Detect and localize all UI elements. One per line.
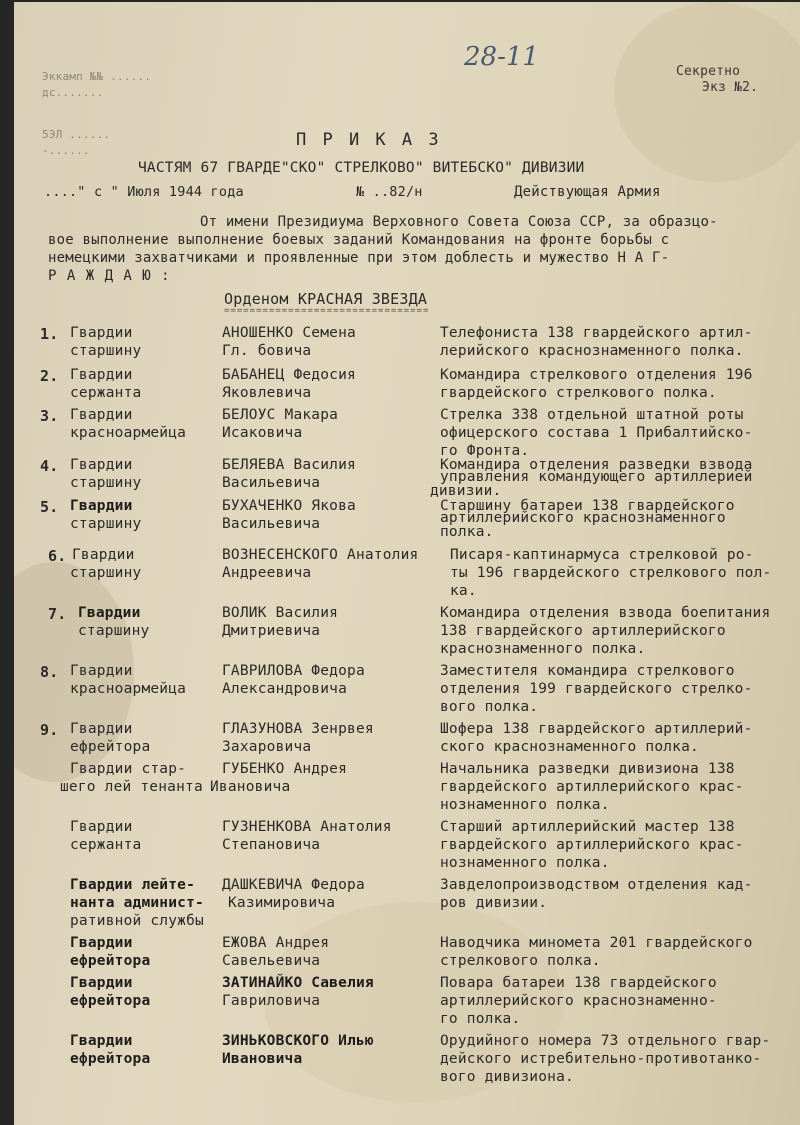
entry-rank: Гвардии <box>70 325 133 341</box>
entry-rank: ефрейтора <box>70 993 151 1009</box>
entry-position: Наводчика миномета 201 гвардейского <box>440 935 753 951</box>
entry-rank: Гвардии <box>70 1033 133 1049</box>
entry-rank: ефрейтора <box>70 953 151 969</box>
entry-position: Командира стрелкового отделения 196 <box>440 367 753 383</box>
entry-name: ЕЖОВА Андрея <box>222 935 330 951</box>
entry-rank: Гвардии <box>70 407 133 423</box>
entry-name: Андреевича <box>222 565 312 581</box>
entry-position: Писаря-каптинармуса стрелковой ро- <box>450 547 754 563</box>
entry-position: гвардейского артиллерийского крас- <box>440 779 744 795</box>
entry-number: 6. <box>48 547 67 565</box>
entry-rank: Гвардии <box>70 367 133 383</box>
order-number: № ..82/н <box>356 184 423 200</box>
entry-name: Ивановича <box>210 779 291 795</box>
entry-position: ского краснознаменного полка. <box>440 739 699 755</box>
entry-rank: Гвардии <box>78 605 141 621</box>
entry-number: 5. <box>40 498 59 516</box>
order-units: ЧАСТЯМ 67 ГВАРДЕ"СКО" СТРЕЛКОВО" ВИТЕБСКО" ДИВИЗИИ <box>138 160 585 176</box>
entry-name: Васильевича <box>222 475 321 491</box>
entry-rank: ефрейтора <box>70 1051 151 1067</box>
secret-stamp: Секретно <box>676 64 741 79</box>
entry-number: 2. <box>40 367 59 385</box>
entry-position: нознаменного полка. <box>440 797 610 813</box>
entry-name: ВОЛИК Василия <box>222 605 339 621</box>
entry-name: Дмитриевича <box>222 623 321 639</box>
entry-rank: сержанта <box>70 837 142 853</box>
entry-number: 7. <box>48 605 67 623</box>
entry-position: Шофера 138 гвардейского артиллерий- <box>440 721 753 737</box>
entry-position: 138 гвардейского артиллерийского <box>440 623 726 639</box>
intro-line: От имени Президиума Верховного Совета Союза ССР, за образцо- <box>200 214 718 230</box>
entry-position: Завделопроизводством отделения кад- <box>440 877 753 893</box>
entry-position: дейского истребительно-противотанко- <box>440 1051 762 1067</box>
entry-name: БАБАНЕЦ Федосия <box>222 367 356 383</box>
entry-position: Старший артиллерийский мастер 138 <box>440 819 735 835</box>
faint-header-line: 5ЭЛ ...... <box>42 128 111 141</box>
entry-name: Степановича <box>222 837 321 853</box>
entry-name: Гавриловича <box>222 993 321 1009</box>
entry-name: Исаковича <box>222 425 303 441</box>
intro-line: вое выполнение выполнение боевых заданий Командования на фронте борьбы с <box>48 232 670 248</box>
entry-rank: Гвардии лейте- <box>70 877 196 893</box>
entry-rank: старшину <box>70 516 142 532</box>
entry-position: гвардейского стрелкового полка. <box>440 385 717 401</box>
entry-rank: Гвардии <box>70 721 133 737</box>
entry-position: Старшину батареи 138 гвардейского <box>440 498 735 514</box>
entry-position: дивизии. <box>430 483 502 499</box>
entry-name: ГУБЕНКО Андрея <box>222 761 348 777</box>
entry-name: БЕЛЯЕВА Василия <box>222 457 356 473</box>
entry-position: ты 196 гвардейского стрелкового пол- <box>450 565 772 581</box>
entry-rank: сержанта <box>70 385 142 401</box>
entry-name: Савельевича <box>222 953 321 969</box>
entry-rank: ративной службы <box>70 913 204 929</box>
entry-name: БУХАЧЕНКО Якова <box>222 498 356 514</box>
entry-rank: ефрейтора <box>70 739 151 755</box>
entry-name: Яковлевича <box>222 385 312 401</box>
entry-number: 9. <box>40 721 59 739</box>
entry-name: ЗАТИНАЙКО Савелия <box>222 975 374 991</box>
faint-header-line: дс....... <box>42 86 104 99</box>
entry-position: лерийского краснознаменного полка. <box>440 343 744 359</box>
entry-position: артиллерийского краснознаменного <box>440 510 726 526</box>
entry-number: 8. <box>40 663 59 681</box>
award-name: Орденом КРАСНАЯ ЗВЕЗДА <box>224 290 428 308</box>
entry-number: 4. <box>40 457 59 475</box>
faint-header-line: -...... <box>42 144 90 157</box>
entry-name: ДАШКЕВИЧА Федора <box>222 877 365 893</box>
entry-position: Начальника разведки дивизиона 138 <box>440 761 735 777</box>
entry-position: краснознаменного полка. <box>440 641 646 657</box>
entry-position: вого полка. <box>440 699 539 715</box>
entry-name: ГАВРИЛОВА Федора <box>222 663 365 679</box>
entry-position: Повара батареи 138 гвардейского <box>440 975 717 991</box>
entry-rank: старшину <box>78 623 150 639</box>
entry-number: 1. <box>40 325 59 343</box>
entry-rank: Гвардии <box>72 547 135 563</box>
entry-name: Захаровича <box>222 739 312 755</box>
entry-position: го Фронта. <box>440 443 530 459</box>
entry-name: ЗИНЬКОВСКОГО Илью <box>222 1033 374 1049</box>
entry-position: Командира отделения взвода боепитания <box>440 605 771 621</box>
entry-position: ров дивизии. <box>440 895 548 911</box>
entry-position: Заместителя командира стрелкового <box>440 663 735 679</box>
entry-name: ГУЗНЕНКОВА Анатолия <box>222 819 392 835</box>
entry-rank: Гвардии <box>70 457 133 473</box>
army-label: Действующая Армия <box>514 184 661 200</box>
entry-position: нознаменного полка. <box>440 855 610 871</box>
entry-name: Гл. бовича <box>222 343 312 359</box>
entry-position: отделения 199 гвардейского стрелко- <box>440 681 753 697</box>
intro-line: Р А Ж Д А Ю : <box>48 268 171 284</box>
entry-name: Васильевича <box>222 516 321 532</box>
entry-position: артиллерийского краснознаменно- <box>440 993 717 1009</box>
entry-name: Александровича <box>222 681 348 697</box>
entry-name: АНОШЕНКО Семена <box>222 325 356 341</box>
entry-rank: Гвардии <box>70 498 133 514</box>
entry-position: полка. <box>440 524 494 540</box>
entry-name: ВОЗНЕСЕНСКОГО Анатолия <box>222 547 419 563</box>
entry-position: стрелкового полка. <box>440 953 601 969</box>
entry-position: вого дивизиона. <box>440 1069 574 1085</box>
entry-rank: Гвардии <box>70 975 133 991</box>
entry-position: Командира отделения разведки взвода <box>440 457 753 473</box>
entry-name: БЕЛОУС Макара <box>222 407 339 423</box>
faint-header-line: Эккамп №№ ...... <box>42 70 152 83</box>
intro-line: немецкими захватчиками и проявленные при этом доблесть и мужество Н А Г- <box>48 250 670 266</box>
entry-position: Стрелка 338 отдельной штатной роты <box>440 407 744 423</box>
order-date: ...." с " Июля 1944 года <box>44 184 244 200</box>
entry-name: ГЛАЗУНОВА Зенрвея <box>222 721 374 737</box>
entry-position: Орудийного номера 73 отдельного гвар- <box>440 1033 771 1049</box>
entry-position: офицерского состава 1 Прибалтийско- <box>440 425 753 441</box>
entry-rank: Гвардии <box>70 663 133 679</box>
entry-position: Телефониста 138 гвардейского артил- <box>440 325 753 341</box>
entry-rank: Гвардии стар- <box>70 761 187 777</box>
entry-rank: шего лей тенанта <box>60 779 203 795</box>
copy-number: Экз №2. <box>702 80 759 95</box>
entry-rank: Гвардии <box>70 935 133 951</box>
entry-number: 3. <box>40 407 59 425</box>
handwritten-number: 28-11 <box>464 42 539 72</box>
document-page <box>14 2 800 1125</box>
order-title: П Р И К А З <box>296 130 442 150</box>
entry-position: го полка. <box>440 1011 521 1027</box>
entry-name: Казимировича <box>228 895 336 911</box>
entry-rank: нанта админист- <box>70 895 204 911</box>
entry-position: ка. <box>450 583 477 599</box>
entry-rank: красноармейца <box>70 681 187 697</box>
entry-rank: красноармейца <box>70 425 187 441</box>
entry-rank: старшину <box>70 343 142 359</box>
award-underline: ================================ <box>224 306 430 316</box>
entry-rank: Гвардии <box>70 819 133 835</box>
entry-name: Ивановича <box>222 1051 303 1067</box>
entry-position: управления командующего артиллерией <box>440 469 753 485</box>
entry-rank: старшину <box>70 475 142 491</box>
entry-rank: старшину <box>70 565 142 581</box>
entry-position: гвардейского артиллерийского крас- <box>440 837 744 853</box>
